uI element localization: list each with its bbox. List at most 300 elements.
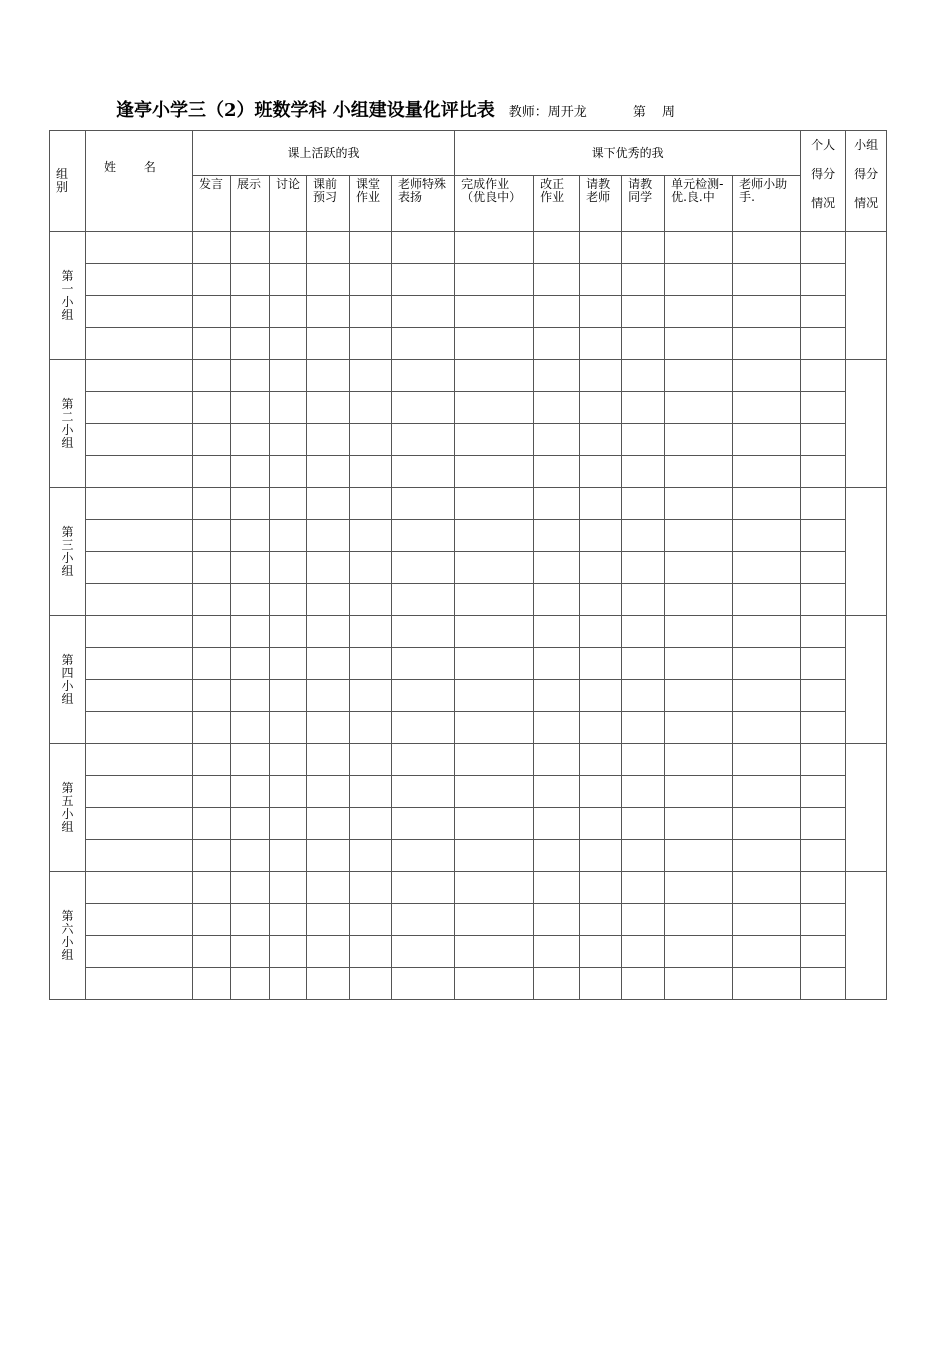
score-cell[interactable] [580, 552, 622, 584]
score-cell[interactable] [455, 360, 534, 392]
score-cell[interactable] [622, 360, 665, 392]
score-cell[interactable] [270, 776, 307, 808]
score-cell[interactable] [270, 488, 307, 520]
score-cell[interactable] [270, 616, 307, 648]
score-cell[interactable] [733, 456, 801, 488]
score-cell[interactable] [270, 232, 307, 264]
member-name-cell[interactable] [86, 296, 193, 328]
score-cell[interactable] [455, 968, 534, 1000]
score-cell[interactable] [270, 648, 307, 680]
score-cell[interactable] [350, 616, 392, 648]
personal-score-cell[interactable] [801, 520, 846, 552]
member-name-cell[interactable] [86, 712, 193, 744]
score-cell[interactable] [350, 520, 392, 552]
score-cell[interactable] [270, 712, 307, 744]
score-cell[interactable] [665, 648, 733, 680]
score-cell[interactable] [733, 776, 801, 808]
score-cell[interactable] [665, 456, 733, 488]
score-cell[interactable] [665, 360, 733, 392]
score-cell[interactable] [231, 232, 270, 264]
score-cell[interactable] [733, 680, 801, 712]
score-cell[interactable] [231, 840, 270, 872]
score-cell[interactable] [270, 552, 307, 584]
score-cell[interactable] [733, 360, 801, 392]
score-cell[interactable] [455, 744, 534, 776]
member-name-cell[interactable] [86, 680, 193, 712]
score-cell[interactable] [455, 712, 534, 744]
score-cell[interactable] [307, 552, 350, 584]
score-cell[interactable] [580, 360, 622, 392]
score-cell[interactable] [270, 840, 307, 872]
score-cell[interactable] [665, 840, 733, 872]
score-cell[interactable] [665, 616, 733, 648]
score-cell[interactable] [665, 936, 733, 968]
member-name-cell[interactable] [86, 328, 193, 360]
member-name-cell[interactable] [86, 456, 193, 488]
personal-score-cell[interactable] [801, 584, 846, 616]
score-cell[interactable] [193, 776, 231, 808]
score-cell[interactable] [307, 424, 350, 456]
score-cell[interactable] [270, 744, 307, 776]
member-name-cell[interactable] [86, 264, 193, 296]
score-cell[interactable] [307, 840, 350, 872]
score-cell[interactable] [455, 296, 534, 328]
member-name-cell[interactable] [86, 424, 193, 456]
score-cell[interactable] [622, 424, 665, 456]
score-cell[interactable] [231, 936, 270, 968]
personal-score-cell[interactable] [801, 712, 846, 744]
score-cell[interactable] [270, 328, 307, 360]
score-cell[interactable] [622, 488, 665, 520]
score-cell[interactable] [193, 552, 231, 584]
score-cell[interactable] [350, 392, 392, 424]
personal-score-cell[interactable] [801, 616, 846, 648]
score-cell[interactable] [455, 392, 534, 424]
personal-score-cell[interactable] [801, 808, 846, 840]
score-cell[interactable] [350, 456, 392, 488]
score-cell[interactable] [534, 552, 580, 584]
score-cell[interactable] [392, 904, 455, 936]
personal-score-cell[interactable] [801, 552, 846, 584]
score-cell[interactable] [534, 264, 580, 296]
score-cell[interactable] [270, 520, 307, 552]
score-cell[interactable] [622, 712, 665, 744]
score-cell[interactable] [455, 616, 534, 648]
score-cell[interactable] [231, 264, 270, 296]
score-cell[interactable] [307, 456, 350, 488]
member-name-cell[interactable] [86, 936, 193, 968]
score-cell[interactable] [193, 392, 231, 424]
score-cell[interactable] [231, 584, 270, 616]
score-cell[interactable] [392, 872, 455, 904]
score-cell[interactable] [193, 680, 231, 712]
score-cell[interactable] [534, 424, 580, 456]
score-cell[interactable] [307, 872, 350, 904]
score-cell[interactable] [580, 616, 622, 648]
score-cell[interactable] [392, 744, 455, 776]
score-cell[interactable] [733, 936, 801, 968]
score-cell[interactable] [193, 328, 231, 360]
score-cell[interactable] [350, 680, 392, 712]
score-cell[interactable] [733, 520, 801, 552]
score-cell[interactable] [580, 392, 622, 424]
score-cell[interactable] [622, 968, 665, 1000]
score-cell[interactable] [350, 840, 392, 872]
score-cell[interactable] [580, 296, 622, 328]
score-cell[interactable] [350, 488, 392, 520]
score-cell[interactable] [534, 488, 580, 520]
score-cell[interactable] [392, 840, 455, 872]
score-cell[interactable] [622, 520, 665, 552]
score-cell[interactable] [307, 648, 350, 680]
score-cell[interactable] [231, 296, 270, 328]
score-cell[interactable] [733, 648, 801, 680]
score-cell[interactable] [231, 328, 270, 360]
score-cell[interactable] [622, 840, 665, 872]
score-cell[interactable] [307, 616, 350, 648]
score-cell[interactable] [231, 392, 270, 424]
score-cell[interactable] [193, 488, 231, 520]
score-cell[interactable] [534, 904, 580, 936]
score-cell[interactable] [270, 968, 307, 1000]
score-cell[interactable] [270, 904, 307, 936]
score-cell[interactable] [193, 616, 231, 648]
group-score-cell[interactable] [846, 232, 887, 360]
score-cell[interactable] [455, 456, 534, 488]
score-cell[interactable] [534, 968, 580, 1000]
score-cell[interactable] [733, 552, 801, 584]
personal-score-cell[interactable] [801, 968, 846, 1000]
score-cell[interactable] [350, 744, 392, 776]
score-cell[interactable] [307, 392, 350, 424]
score-cell[interactable] [231, 904, 270, 936]
score-cell[interactable] [534, 456, 580, 488]
score-cell[interactable] [350, 552, 392, 584]
score-cell[interactable] [350, 232, 392, 264]
score-cell[interactable] [622, 776, 665, 808]
score-cell[interactable] [580, 584, 622, 616]
score-cell[interactable] [270, 808, 307, 840]
member-name-cell[interactable] [86, 648, 193, 680]
score-cell[interactable] [307, 808, 350, 840]
score-cell[interactable] [534, 296, 580, 328]
score-cell[interactable] [733, 424, 801, 456]
score-cell[interactable] [665, 520, 733, 552]
score-cell[interactable] [733, 872, 801, 904]
score-cell[interactable] [622, 584, 665, 616]
score-cell[interactable] [733, 840, 801, 872]
personal-score-cell[interactable] [801, 840, 846, 872]
score-cell[interactable] [350, 328, 392, 360]
score-cell[interactable] [622, 648, 665, 680]
score-cell[interactable] [534, 680, 580, 712]
score-cell[interactable] [307, 584, 350, 616]
score-cell[interactable] [270, 584, 307, 616]
score-cell[interactable] [455, 904, 534, 936]
score-cell[interactable] [665, 712, 733, 744]
score-cell[interactable] [307, 296, 350, 328]
personal-score-cell[interactable] [801, 296, 846, 328]
score-cell[interactable] [392, 328, 455, 360]
score-cell[interactable] [580, 488, 622, 520]
score-cell[interactable] [231, 744, 270, 776]
score-cell[interactable] [307, 328, 350, 360]
score-cell[interactable] [231, 616, 270, 648]
score-cell[interactable] [733, 808, 801, 840]
score-cell[interactable] [350, 776, 392, 808]
score-cell[interactable] [534, 872, 580, 904]
score-cell[interactable] [622, 616, 665, 648]
personal-score-cell[interactable] [801, 936, 846, 968]
score-cell[interactable] [665, 552, 733, 584]
score-cell[interactable] [580, 712, 622, 744]
score-cell[interactable] [392, 808, 455, 840]
score-cell[interactable] [733, 744, 801, 776]
score-cell[interactable] [392, 360, 455, 392]
score-cell[interactable] [733, 968, 801, 1000]
score-cell[interactable] [270, 392, 307, 424]
score-cell[interactable] [307, 744, 350, 776]
score-cell[interactable] [392, 264, 455, 296]
score-cell[interactable] [580, 776, 622, 808]
score-cell[interactable] [270, 424, 307, 456]
score-cell[interactable] [193, 648, 231, 680]
score-cell[interactable] [622, 872, 665, 904]
score-cell[interactable] [580, 808, 622, 840]
score-cell[interactable] [580, 648, 622, 680]
score-cell[interactable] [455, 232, 534, 264]
score-cell[interactable] [193, 872, 231, 904]
personal-score-cell[interactable] [801, 904, 846, 936]
score-cell[interactable] [307, 264, 350, 296]
personal-score-cell[interactable] [801, 744, 846, 776]
score-cell[interactable] [534, 584, 580, 616]
score-cell[interactable] [455, 328, 534, 360]
score-cell[interactable] [455, 488, 534, 520]
score-cell[interactable] [580, 936, 622, 968]
score-cell[interactable] [231, 808, 270, 840]
score-cell[interactable] [733, 616, 801, 648]
score-cell[interactable] [193, 232, 231, 264]
score-cell[interactable] [270, 264, 307, 296]
score-cell[interactable] [392, 680, 455, 712]
score-cell[interactable] [350, 904, 392, 936]
score-cell[interactable] [665, 392, 733, 424]
score-cell[interactable] [455, 808, 534, 840]
score-cell[interactable] [580, 424, 622, 456]
score-cell[interactable] [534, 232, 580, 264]
score-cell[interactable] [307, 360, 350, 392]
score-cell[interactable] [622, 232, 665, 264]
group-score-cell[interactable] [846, 360, 887, 488]
score-cell[interactable] [193, 456, 231, 488]
score-cell[interactable] [622, 552, 665, 584]
score-cell[interactable] [392, 232, 455, 264]
score-cell[interactable] [193, 360, 231, 392]
score-cell[interactable] [622, 296, 665, 328]
score-cell[interactable] [350, 872, 392, 904]
score-cell[interactable] [350, 296, 392, 328]
personal-score-cell[interactable] [801, 488, 846, 520]
score-cell[interactable] [193, 584, 231, 616]
score-cell[interactable] [270, 296, 307, 328]
score-cell[interactable] [270, 936, 307, 968]
score-cell[interactable] [534, 520, 580, 552]
personal-score-cell[interactable] [801, 456, 846, 488]
score-cell[interactable] [534, 744, 580, 776]
personal-score-cell[interactable] [801, 392, 846, 424]
score-cell[interactable] [455, 648, 534, 680]
score-cell[interactable] [534, 936, 580, 968]
score-cell[interactable] [231, 648, 270, 680]
score-cell[interactable] [665, 328, 733, 360]
score-cell[interactable] [350, 424, 392, 456]
score-cell[interactable] [231, 488, 270, 520]
score-cell[interactable] [733, 392, 801, 424]
score-cell[interactable] [392, 648, 455, 680]
personal-score-cell[interactable] [801, 680, 846, 712]
score-cell[interactable] [392, 520, 455, 552]
score-cell[interactable] [231, 680, 270, 712]
score-cell[interactable] [733, 296, 801, 328]
score-cell[interactable] [231, 424, 270, 456]
member-name-cell[interactable] [86, 744, 193, 776]
score-cell[interactable] [534, 808, 580, 840]
personal-score-cell[interactable] [801, 424, 846, 456]
score-cell[interactable] [534, 616, 580, 648]
score-cell[interactable] [392, 552, 455, 584]
score-cell[interactable] [231, 712, 270, 744]
score-cell[interactable] [392, 456, 455, 488]
personal-score-cell[interactable] [801, 264, 846, 296]
score-cell[interactable] [270, 360, 307, 392]
score-cell[interactable] [392, 424, 455, 456]
score-cell[interactable] [193, 520, 231, 552]
score-cell[interactable] [580, 904, 622, 936]
score-cell[interactable] [733, 584, 801, 616]
score-cell[interactable] [665, 584, 733, 616]
score-cell[interactable] [665, 904, 733, 936]
member-name-cell[interactable] [86, 232, 193, 264]
score-cell[interactable] [307, 488, 350, 520]
score-cell[interactable] [733, 712, 801, 744]
score-cell[interactable] [270, 456, 307, 488]
score-cell[interactable] [231, 968, 270, 1000]
score-cell[interactable] [392, 392, 455, 424]
score-cell[interactable] [193, 264, 231, 296]
member-name-cell[interactable] [86, 616, 193, 648]
score-cell[interactable] [622, 264, 665, 296]
score-cell[interactable] [580, 872, 622, 904]
personal-score-cell[interactable] [801, 360, 846, 392]
score-cell[interactable] [193, 712, 231, 744]
score-cell[interactable] [307, 680, 350, 712]
score-cell[interactable] [665, 744, 733, 776]
score-cell[interactable] [193, 936, 231, 968]
member-name-cell[interactable] [86, 840, 193, 872]
group-score-cell[interactable] [846, 872, 887, 1000]
score-cell[interactable] [270, 872, 307, 904]
score-cell[interactable] [665, 232, 733, 264]
score-cell[interactable] [307, 520, 350, 552]
score-cell[interactable] [392, 616, 455, 648]
score-cell[interactable] [455, 776, 534, 808]
group-score-cell[interactable] [846, 616, 887, 744]
personal-score-cell[interactable] [801, 776, 846, 808]
score-cell[interactable] [307, 904, 350, 936]
personal-score-cell[interactable] [801, 872, 846, 904]
score-cell[interactable] [455, 584, 534, 616]
score-cell[interactable] [665, 488, 733, 520]
score-cell[interactable] [392, 584, 455, 616]
score-cell[interactable] [193, 424, 231, 456]
score-cell[interactable] [733, 328, 801, 360]
score-cell[interactable] [231, 360, 270, 392]
score-cell[interactable] [455, 840, 534, 872]
score-cell[interactable] [455, 520, 534, 552]
score-cell[interactable] [350, 808, 392, 840]
personal-score-cell[interactable] [801, 648, 846, 680]
score-cell[interactable] [193, 904, 231, 936]
score-cell[interactable] [580, 232, 622, 264]
score-cell[interactable] [392, 488, 455, 520]
score-cell[interactable] [580, 840, 622, 872]
score-cell[interactable] [534, 712, 580, 744]
score-cell[interactable] [534, 392, 580, 424]
score-cell[interactable] [392, 936, 455, 968]
score-cell[interactable] [350, 360, 392, 392]
group-score-cell[interactable] [846, 744, 887, 872]
member-name-cell[interactable] [86, 872, 193, 904]
score-cell[interactable] [580, 456, 622, 488]
score-cell[interactable] [665, 776, 733, 808]
score-cell[interactable] [350, 584, 392, 616]
score-cell[interactable] [455, 424, 534, 456]
score-cell[interactable] [733, 232, 801, 264]
score-cell[interactable] [350, 648, 392, 680]
member-name-cell[interactable] [86, 520, 193, 552]
score-cell[interactable] [193, 808, 231, 840]
score-cell[interactable] [622, 808, 665, 840]
member-name-cell[interactable] [86, 776, 193, 808]
member-name-cell[interactable] [86, 968, 193, 1000]
score-cell[interactable] [350, 968, 392, 1000]
member-name-cell[interactable] [86, 360, 193, 392]
group-score-cell[interactable] [846, 488, 887, 616]
score-cell[interactable] [534, 840, 580, 872]
score-cell[interactable] [534, 776, 580, 808]
score-cell[interactable] [455, 552, 534, 584]
score-cell[interactable] [193, 840, 231, 872]
score-cell[interactable] [307, 232, 350, 264]
member-name-cell[interactable] [86, 584, 193, 616]
score-cell[interactable] [392, 968, 455, 1000]
score-cell[interactable] [580, 328, 622, 360]
score-cell[interactable] [580, 520, 622, 552]
score-cell[interactable] [665, 264, 733, 296]
score-cell[interactable] [733, 264, 801, 296]
score-cell[interactable] [622, 456, 665, 488]
member-name-cell[interactable] [86, 488, 193, 520]
score-cell[interactable] [455, 936, 534, 968]
personal-score-cell[interactable] [801, 328, 846, 360]
member-name-cell[interactable] [86, 808, 193, 840]
member-name-cell[interactable] [86, 392, 193, 424]
score-cell[interactable] [622, 744, 665, 776]
score-cell[interactable] [580, 680, 622, 712]
score-cell[interactable] [534, 328, 580, 360]
personal-score-cell[interactable] [801, 232, 846, 264]
